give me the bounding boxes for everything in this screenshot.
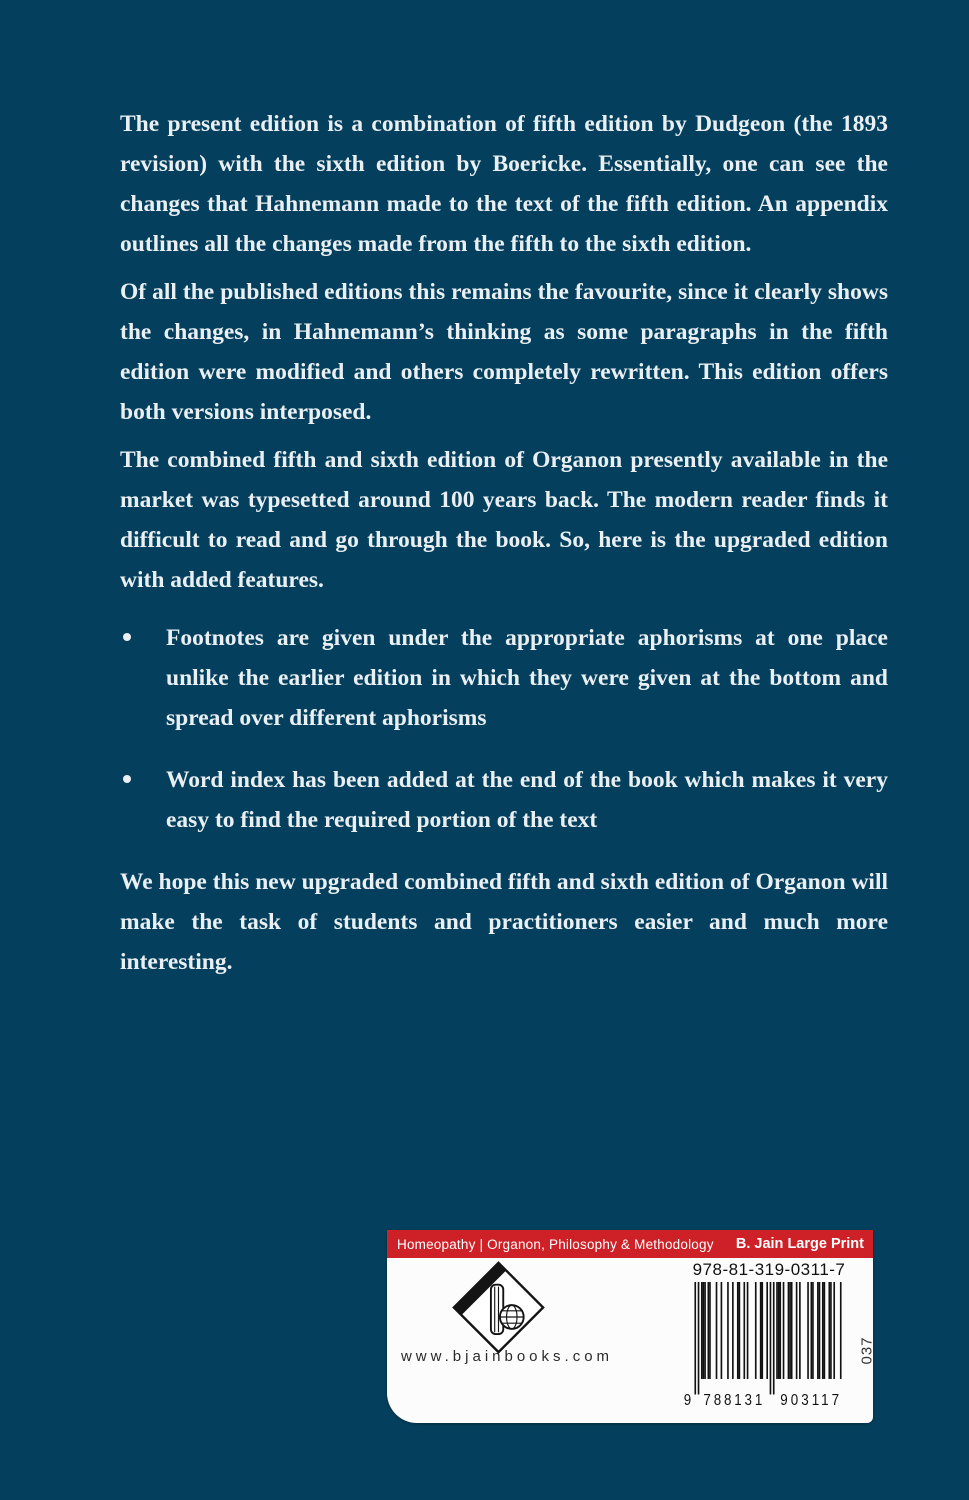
category-text: Homeopathy | Organon, Philosophy & Methodology	[397, 1236, 714, 1252]
category-strip	[387, 1230, 873, 1258]
stock-code-text: 037	[858, 1336, 876, 1365]
blurb-text-block	[120, 104, 888, 982]
imprint-text: B. Jain Large Print	[735, 1236, 864, 1252]
website-text: www.bjainbooks.com	[400, 1348, 614, 1365]
list-item-text: Word index has been added at the end of the book which makes it very easy to find the required portion of the text	[166, 767, 888, 833]
feature-list	[120, 618, 888, 840]
svg-text:903117: 903117	[780, 1392, 840, 1410]
closing-paragraph: We hope this new upgraded combined fifth and sixth edition of Organon will make the task of students and practitioners easier and much more interesting.	[120, 869, 888, 975]
list-item	[120, 618, 888, 738]
svg-text:9: 9	[683, 1392, 692, 1410]
bullet-icon	[123, 633, 131, 641]
list-item	[120, 760, 888, 840]
paragraph-1: The present edition is a combination of fifth edition by Dudgeon (the 1893 revision) with the sixth edition by Boericke. Essentially, one can see the changes that Hahnemann made to the text of the fifth edition. An appendix outlines all the changes made from the fifth to the sixth edition.	[120, 111, 888, 257]
paragraph-3: The combined fifth and sixth edition of Organon presently available in the market was typesetted around 100 years back. The modern reader finds it difficult to read and go through the book. So, here is the upgraded edition with added features.	[120, 447, 888, 593]
publisher-sticker	[387, 1230, 876, 1423]
svg-text:788131: 788131	[703, 1392, 763, 1410]
barcode	[683, 1282, 853, 1410]
bjain-books-logo-icon	[451, 1260, 546, 1355]
bullet-icon	[123, 775, 131, 783]
isbn-text: 978-81-319-0311-7	[692, 1260, 846, 1279]
list-item-text: Footnotes are given under the appropriate aphorisms at one place unlike the earlier edition in which they were given at the bottom and spread over different aphorisms	[166, 625, 888, 731]
paragraph-2: Of all the published editions this remains the favourite, since it clearly shows the changes, in Hahnemann’s thinking as some paragraphs in the fifth edition were modified and others completely rewritten. This edition offers both versions interposed.	[120, 279, 888, 425]
